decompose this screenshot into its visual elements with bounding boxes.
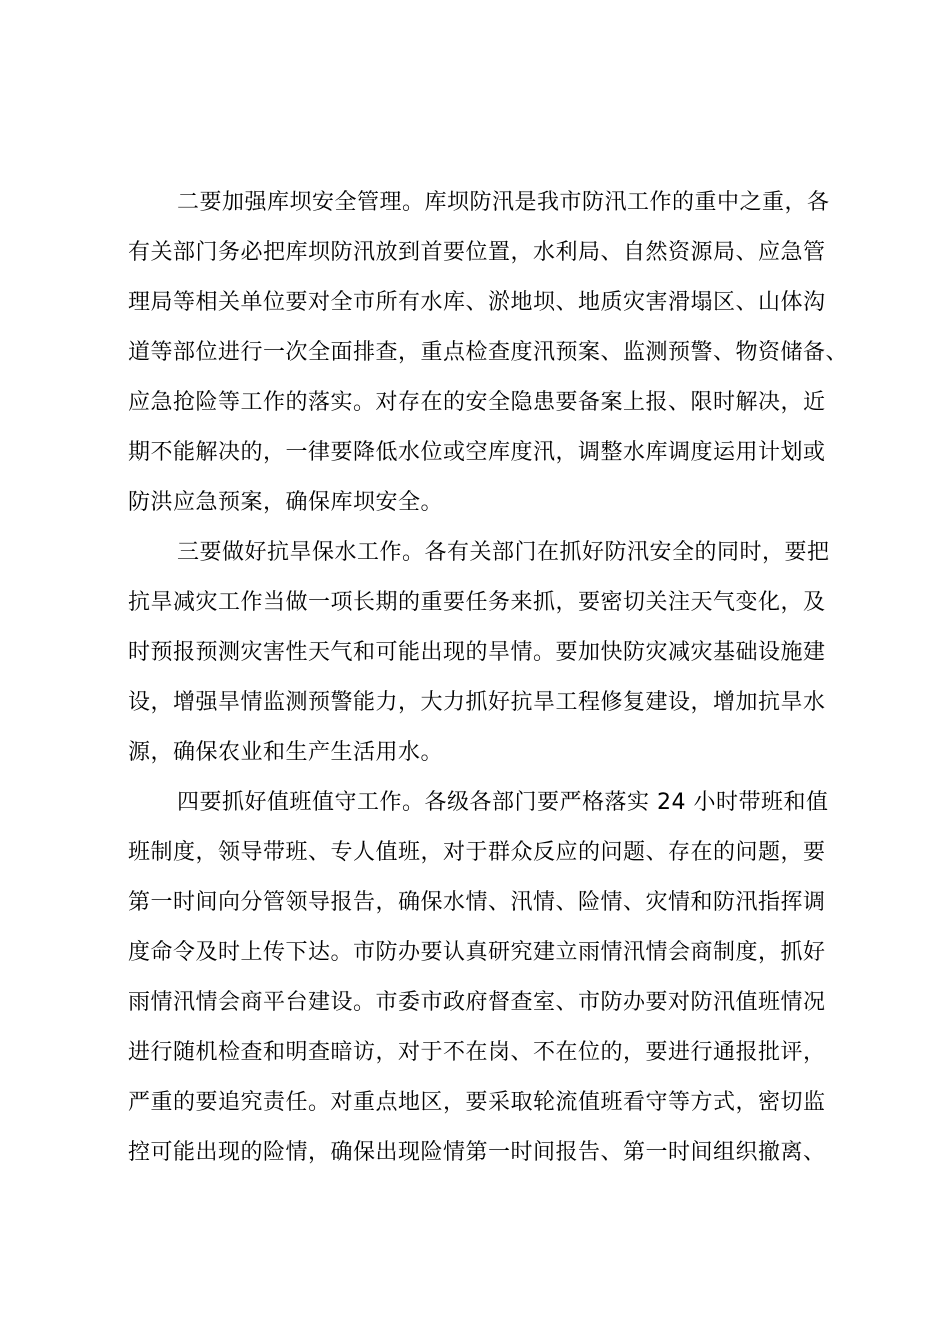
paragraph-3-line-8: 控可能出现的险情，确保出现险情第一时间报告、第一时间组织撤离、 [128,1140,826,1165]
paragraph-3-line-6: 进行随机检查和明查暗访，对于不在岗、不在位的，要进行通报批评， [128,1040,826,1065]
paragraph-1-line-6: 期不能解决的，一律要降低水位或空库度汛，调整水库调度运用计划或 [128,440,826,465]
paragraph-3-line-7: 严重的要追究责任。对重点地区，要采取轮流值班看守等方式，密切监 [128,1090,826,1115]
paragraph-2-line-1: 三要做好抗旱保水工作。各有关部门在抓好防汛安全的同时，要把 [177,540,830,565]
paragraph-2-line-5: 源，确保农业和生产生活用水。 [128,740,444,765]
paragraph-1-line-2: 有关部门务必把库坝防汛放到首要位置，水利局、自然资源局、应急管 [128,240,826,265]
paragraph-2-line-4: 设，增强旱情监测预警能力，大力抓好抗旱工程修复建设，增加抗旱水 [128,690,826,715]
paragraph-1-line-5: 应急抢险等工作的落实。对存在的安全隐患要备案上报、限时解决，近 [128,390,826,415]
paragraph-1-line-4: 道等部位进行一次全面排查，重点检查度汛预案、监测预警、物资储备、 [128,340,849,365]
paragraph-1-line-1: 二要加强库坝安全管理。库坝防汛是我市防汛工作的重中之重，各 [177,190,830,215]
paragraph-1-line-7: 防洪应急预案，确保库坝安全。 [128,490,444,515]
paragraph-3-line-2: 班制度，领导带班、专人值班，对于群众反应的问题、存在的问题，要 [128,840,826,865]
paragraph-3-line-5: 雨情汛情会商平台建设。市委市政府督查室、市防办要对防汛值班情况 [128,990,826,1015]
paragraph-2-line-3: 时预报预测灾害性天气和可能出现的旱情。要加快防灾减灾基础设施建 [128,640,826,665]
paragraph-3-line-4: 度命令及时上传下达。市防办要认真研究建立雨情汛情会商制度，抓好 [128,940,826,965]
paragraph-2-line-2: 抗旱减灾工作当做一项长期的重要任务来抓，要密切关注天气变化，及 [128,590,826,615]
paragraph-3-line-1: 四要抓好值班值守工作。各级各部门要严格落实 24 小时带班和值 [177,790,829,815]
paragraph-3-line-3: 第一时间向分管领导报告，确保水情、汛情、险情、灾情和防汛指挥调 [128,890,826,915]
paragraph-1-line-3: 理局等相关单位要对全市所有水库、淤地坝、地质灾害滑塌区、山体沟 [128,290,826,315]
